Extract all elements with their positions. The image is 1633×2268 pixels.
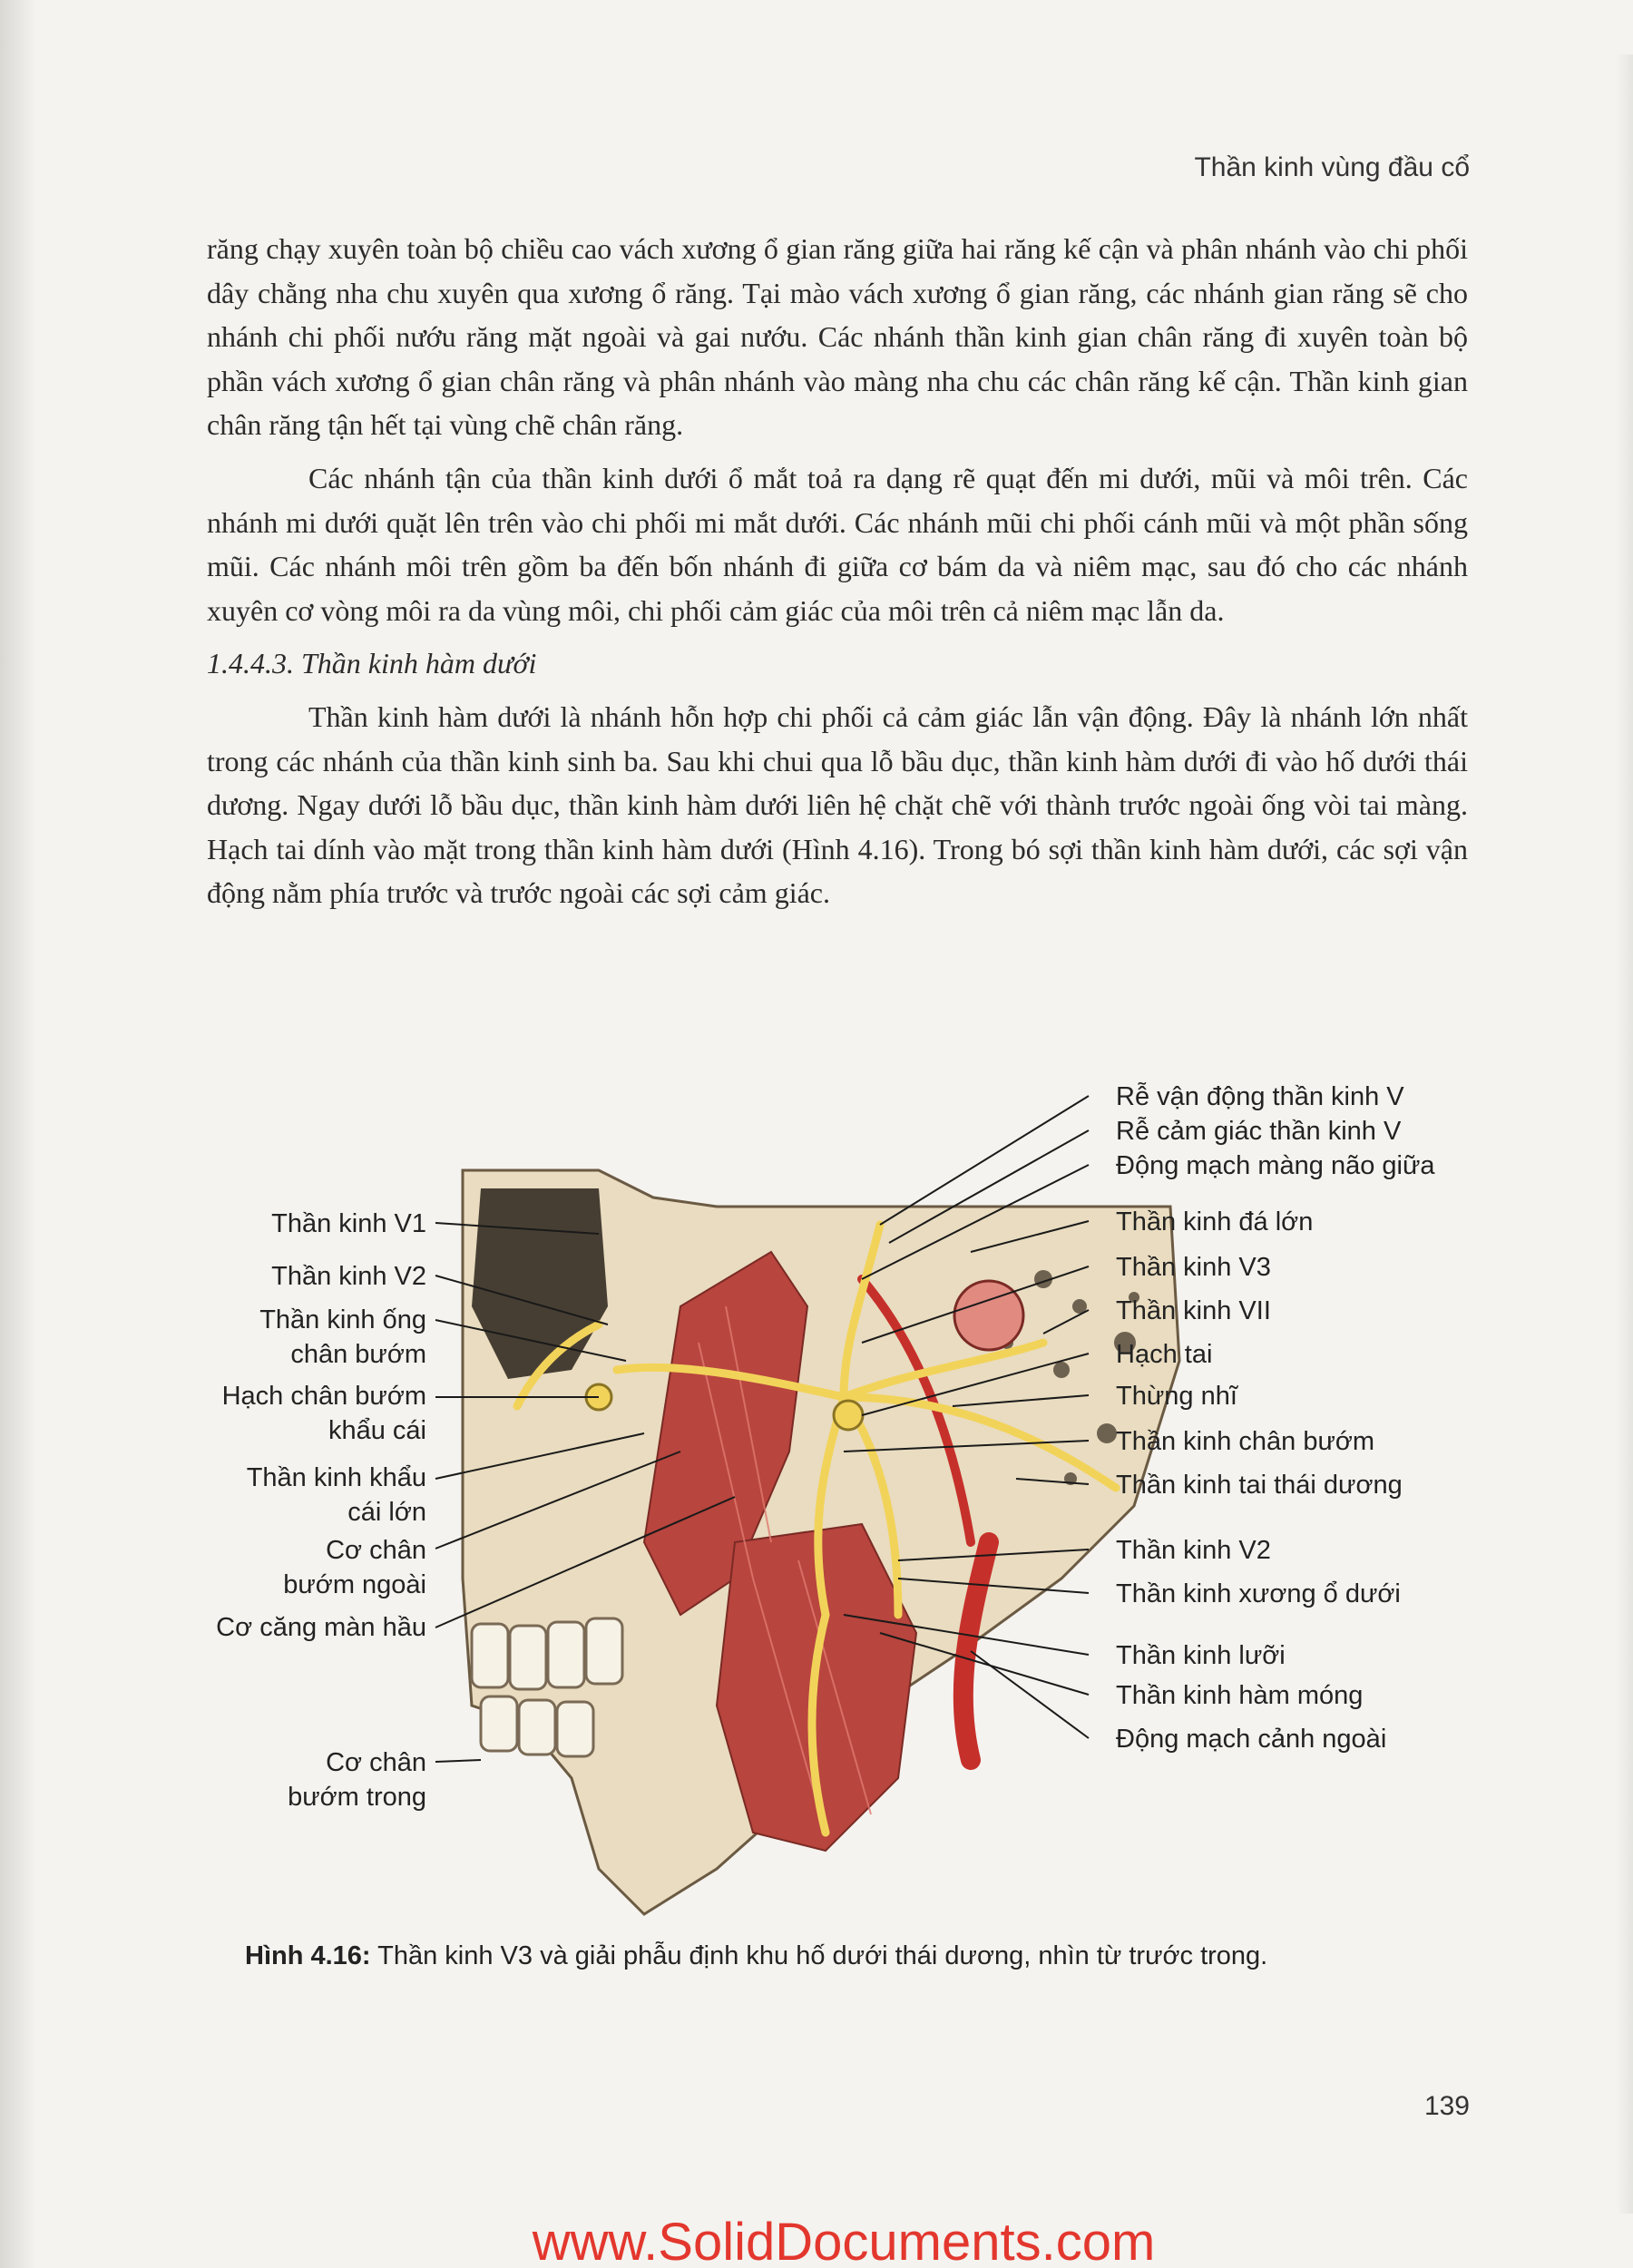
caption-number: Hình 4.16: (245, 1941, 371, 1970)
page-number: 139 (1423, 2091, 1470, 2121)
label-otic-ganglion: Hạch tai (1116, 1340, 1213, 1369)
anatomy-figure (172, 1070, 1479, 1941)
paragraph-2: Các nhánh tận của thần kinh dưới ổ mắt toả ra dạng rẽ quạt đến mi dưới, mũi và môi trên. Các nhánh mi dưới quặt lên trên vào chi phối mi mắt dưới. Các nhánh mũi chi phối cánh mũi và một phần sống mũi. Các nhánh môi trên gồm ba đến bốn nhánh đi giữa cơ bám da và niêm mạc, sau đó cho các nhánh xuyên cơ vòng môi ra da vùng môi, chi phối cảm giác của môi trên cả niêm mạc lẫn da. (207, 461, 1468, 627)
label-pterygoid-canal-nerve: Thần kinh ống chân bướm (259, 1305, 426, 1369)
otic-ganglion (834, 1401, 863, 1430)
label-vii-nerve: Thần kinh VII (1116, 1296, 1271, 1325)
label-inferior-alveolar-nerve: Thần kinh xương ổ dưới (1116, 1579, 1401, 1608)
label-pterygopalatine-ganglion: Hạch chân bướm khẩu cái (221, 1382, 426, 1445)
label-middle-meningeal-artery: Động mạch màng não giữa (1116, 1151, 1435, 1180)
page-edge (1617, 54, 1633, 2214)
body-text (207, 227, 1468, 915)
running-head: Thần kinh vùng đầu cổ (1194, 152, 1470, 182)
label-greater-petrosal-nerve: Thần kinh đá lớn (1116, 1207, 1314, 1237)
label-lateral-pterygoid: Cơ chân bướm ngoài (283, 1536, 426, 1599)
watermark: www.SolidDocuments.com (532, 2213, 1156, 2266)
label-medial-pterygoid: Cơ chân bướm trong (288, 1748, 426, 1812)
label-auriculotemporal-nerve: Thần kinh tai thái dương (1116, 1471, 1403, 1500)
section-subheading: 1.4.4.3. Thần kinh hàm dưới (207, 647, 537, 680)
label-chorda-tympani: Thừng nhĩ (1116, 1382, 1237, 1411)
label-v2-nerve-right: Thần kinh V2 (1116, 1536, 1271, 1565)
label-v3-nerve: Thần kinh V3 (1116, 1253, 1271, 1282)
caption-text: Thần kinh V3 và giải phẫu định khu hố dưới thái dương, nhìn từ trước trong. (370, 1941, 1268, 1970)
figure-caption (245, 1941, 1470, 1971)
label-motor-root-v: Rễ vận động thần kinh V (1116, 1082, 1404, 1111)
label-greater-palatine-nerve: Thần kinh khẩu cái lớn (246, 1463, 426, 1527)
page-shadow (0, 0, 36, 2268)
label-lingual-nerve: Thần kinh lưỡi (1116, 1641, 1286, 1670)
paragraph-3: Thần kinh hàm dưới là nhánh hỗn hợp chi phối cả cảm giác lẫn vận động. Đây là nhánh lớn nhất trong các nhánh của thần kinh sinh ba. Sau khi chui qua lỗ bầu dục, thần kinh hàm dưới đi vào hố dưới thái dương. Ngay dưới lỗ bầu dục, thần kinh hàm dưới liên hệ chặt chẽ với thành trước ngoài ống vòi tai màng. Hạch tai dính vào mặt trong thần kinh hàm dưới (Hình 4.16). Trong bó sợi thần kinh hàm dưới, các sợi vận động nằm phía trước và trước ngoài các sợi cảm giác. (207, 699, 1468, 910)
label-tensor-veli-palatini: Cơ căng màn hầu (216, 1613, 426, 1642)
label-pterygoid-nerve: Thần kinh chân bướm (1116, 1427, 1375, 1456)
label-mylohyoid-nerve: Thần kinh hàm móng (1116, 1681, 1364, 1710)
label-sensory-root-v: Rễ cảm giác thần kinh V (1116, 1117, 1402, 1146)
label-v2-nerve: Thần kinh V2 (271, 1262, 426, 1291)
label-v1-nerve: Thần kinh V1 (271, 1209, 426, 1238)
paragraph-1: răng chạy xuyên toàn bộ chiều cao vách xương ổ gian răng giữa hai răng kế cận và phân nhánh vào chi phối dây chằng nha chu xuyên qua xương ổ răng. Tại mào vách xương ổ gian răng, các nhánh gian răng sẽ cho nhánh chi phối nướu răng mặt ngoài và gai nướu. Các nhánh thần kinh gian chân răng đi xuyên toàn bộ phần vách xương ổ gian chân răng và phân nhánh vào màng nha chu các chân răng kế cận. Thần kinh gian chân răng tận hết tại vùng chẽ chân răng. (207, 232, 1468, 442)
label-external-carotid-artery: Động mạch cảnh ngoài (1116, 1725, 1387, 1754)
